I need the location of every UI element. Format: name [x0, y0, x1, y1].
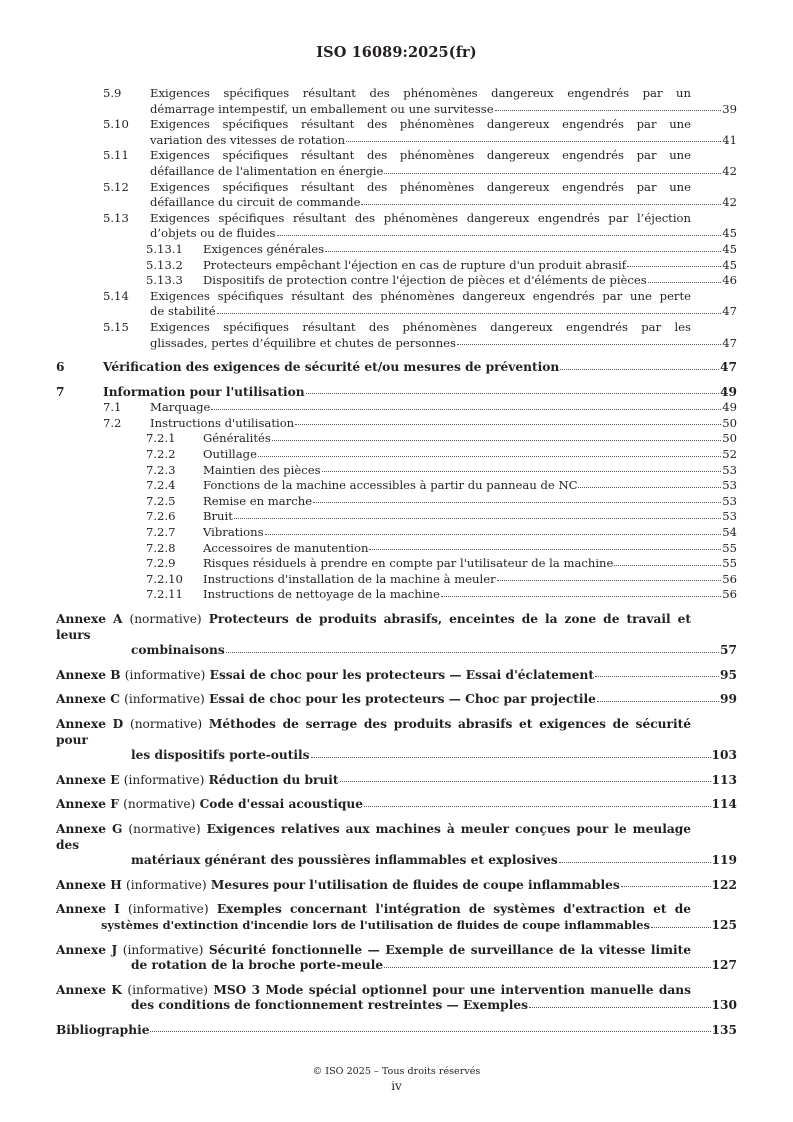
annex-kind: (informative): [127, 982, 208, 997]
toc-page: 135: [711, 1022, 737, 1037]
annex-label: Annexe F: [56, 797, 119, 812]
annex-title-line2: des conditions de fonctionnement restreintes — Exemples: [131, 998, 528, 1013]
annex-label: Annexe K: [56, 982, 122, 997]
toc-entry-5-14[interactable]: [56, 289, 737, 320]
annex-title-line1: Exemples concernant l'intégration de systèmes d'extraction et de: [216, 902, 691, 917]
dot-leader: [559, 862, 711, 863]
annex-title-line2: matériaux générant des poussières inflammables et explosives: [131, 853, 558, 868]
toc-page: 95: [720, 667, 737, 682]
toc-title-line2: variation des vitesses de rotation: [150, 132, 346, 147]
toc-page: 103: [711, 748, 737, 763]
toc-title: Information pour l'utilisation: [103, 384, 305, 399]
toc-entry-annex-j[interactable]: [56, 943, 737, 974]
annex-title-line2: systèmes d'extinction d'incendie lors de l'utilisation de fluides de coupe inflammables: [101, 917, 650, 932]
page-footer: [0, 1066, 793, 1093]
toc-page: 39: [722, 101, 737, 116]
toc-page: 52: [722, 447, 737, 462]
toc-entry-7-2-10[interactable]: [56, 572, 737, 588]
toc-title: Instructions de nettoyage de la machine: [203, 587, 440, 602]
toc-page: 113: [711, 772, 737, 787]
annex-label: Annexe G: [56, 821, 123, 836]
toc-page: 50: [722, 431, 737, 446]
annex-label: Annexe D: [56, 716, 124, 731]
toc-title-line2: de stabilité: [150, 304, 216, 319]
toc-entry-annex-c[interactable]: [56, 692, 737, 708]
annex-title: Réduction du bruit: [208, 772, 339, 787]
toc-number: 7.2.2: [146, 447, 176, 462]
toc-number: 5.13.3: [146, 273, 183, 288]
toc-entry-7-2-3[interactable]: [56, 463, 737, 479]
annex-title: Code d'essai acoustique: [199, 797, 364, 812]
toc-page: 56: [722, 587, 737, 602]
dot-leader: [495, 110, 722, 111]
annex-kind: (informative): [122, 942, 204, 957]
toc-page: 42: [722, 163, 737, 178]
toc-number: 5.13.1: [146, 241, 183, 256]
annex-title: Mesures pour l'utilisation de fluides de coupe inflammables: [210, 877, 620, 892]
annex-label: Annexe I: [56, 902, 120, 917]
toc-title: Vibrations: [203, 525, 264, 540]
toc-page: 53: [722, 478, 737, 493]
toc-entry-annex-a[interactable]: [56, 612, 737, 659]
toc-entry-7-2[interactable]: [56, 416, 737, 432]
toc-entry-annex-e[interactable]: [56, 773, 737, 789]
toc-entry-5-11[interactable]: [56, 148, 737, 179]
toc-entry-7-2-11[interactable]: [56, 587, 737, 603]
toc-page: 49: [722, 400, 737, 415]
dot-leader: [384, 967, 710, 968]
toc-title-line2: démarrage intempestif, un emballement ou une survitesse: [150, 101, 494, 116]
toc-number: 5.12: [103, 179, 129, 194]
dot-leader: [346, 141, 721, 142]
toc-entry-7-2-5[interactable]: [56, 494, 737, 510]
dot-leader: [313, 502, 721, 503]
toc-page: 45: [722, 257, 737, 272]
dot-leader: [560, 369, 719, 370]
dot-leader: [322, 471, 722, 472]
annex-title-line1: Exigences relatives aux machines à meuler conçues pour le meulage des: [56, 821, 691, 852]
toc-page: 49: [720, 384, 737, 399]
annex-label: Annexe H: [56, 877, 122, 892]
toc-title-line1: Exigences spécifiques résultant des phénomènes dangereux engendrés par un: [150, 86, 691, 100]
annex-title-line2: combinaisons: [131, 643, 225, 658]
annex-label: Annexe A: [56, 612, 123, 626]
dot-leader: [150, 1031, 710, 1032]
toc-entry-bibliography[interactable]: [56, 1023, 737, 1039]
annex-label: Annexe J: [56, 942, 118, 957]
toc-number: 7.2.10: [146, 571, 183, 586]
dot-leader: [277, 235, 722, 236]
dot-leader: [217, 313, 722, 314]
toc-number: 5.11: [103, 148, 129, 163]
toc-page: 47: [722, 335, 737, 350]
toc-title-line2: défaillance du circuit de commande: [150, 195, 361, 210]
toc-title-line1: Exigences spécifiques résultant des phénomènes dangereux engendrés par l’éjection: [150, 210, 691, 225]
toc-page: 114: [711, 797, 737, 812]
toc-page: 50: [722, 415, 737, 430]
toc-page: 54: [722, 525, 737, 540]
dot-leader: [369, 549, 721, 550]
dot-leader: [578, 487, 721, 488]
toc-title: Protecteurs empêchant l'éjection en cas de rupture d'un produit abrasif: [203, 257, 627, 272]
toc-title: Accessoires de manutention: [203, 540, 369, 555]
toc-title: Exigences générales: [203, 241, 325, 256]
dot-leader: [614, 565, 721, 566]
dot-leader: [384, 173, 721, 174]
annex-title-line1: Sécurité fonctionnelle — Exemple de surveillance de la vitesse limite: [208, 942, 691, 957]
toc-number: 7.2: [103, 415, 122, 430]
toc-entry-annex-h[interactable]: [56, 878, 737, 894]
dot-leader: [340, 781, 711, 782]
toc-number: 7: [56, 384, 65, 399]
toc-number: 7.2.1: [146, 431, 176, 446]
dot-leader: [651, 927, 711, 928]
toc-number: 7.2.5: [146, 493, 176, 508]
toc-title-line2: d’objets ou de fluides: [150, 226, 276, 241]
annex-kind: (informative): [124, 692, 205, 707]
toc-title: Maintien des pièces: [203, 462, 321, 477]
toc-title-line2: défaillance de l'alimentation en énergie: [150, 163, 384, 178]
toc-entry-annex-b[interactable]: [56, 668, 737, 684]
dot-leader: [361, 204, 721, 205]
annex-title-line1: MSO 3 Mode spécial optionnel pour une intervention manuelle dans: [213, 982, 692, 997]
toc-entry-7-1[interactable]: [56, 400, 737, 416]
toc-entry-annex-i[interactable]: [56, 902, 737, 933]
toc-title: Vérification des exigences de sécurité et/ou mesures de prévention: [103, 360, 560, 375]
dot-leader: [265, 534, 722, 535]
toc-title-line1: Exigences spécifiques résultant des phénomènes dangereux engendrés par une: [150, 117, 691, 132]
dot-leader: [497, 580, 722, 581]
dot-leader: [595, 676, 719, 677]
annex-kind: (normative): [123, 797, 196, 812]
toc-number: 5.14: [103, 288, 129, 303]
dot-leader: [325, 251, 721, 252]
toc-number: 7.2.11: [146, 587, 183, 602]
toc-number: 7.2.9: [146, 556, 176, 571]
toc-entry-7-2-8[interactable]: [56, 541, 737, 557]
page-number: iv: [391, 1079, 402, 1093]
annex-kind: (informative): [124, 667, 206, 682]
toc-title: Remise en marche: [203, 493, 313, 508]
toc-entry-7-2-7[interactable]: [56, 525, 737, 541]
toc-number: 7.2.3: [146, 462, 176, 477]
toc-page: 41: [722, 132, 737, 147]
toc-title: Instructions d'installation de la machine à meuler: [203, 571, 496, 586]
toc-page: 46: [722, 273, 737, 288]
toc-title: Outillage: [203, 447, 257, 462]
toc-title-line1: Exigences spécifiques résultant des phénomènes dangereux engendrés par une perte: [150, 288, 691, 303]
document-header: ISO 16089:2025(fr): [316, 44, 477, 61]
toc-entry-5-13-2[interactable]: [56, 258, 737, 274]
toc-title: Risques résiduels à prendre en compte par l'utilisateur de la machine: [203, 556, 614, 571]
toc-page: 56: [722, 571, 737, 586]
toc-page: 119: [711, 853, 737, 868]
toc-entry-7-2-1[interactable]: [56, 431, 737, 447]
copyright-notice: © ISO 2025 – Tous droits réservés: [312, 1066, 481, 1077]
toc-title: Généralités: [203, 431, 271, 446]
annex-kind: (normative): [129, 612, 202, 626]
toc-title-line2: glissades, pertes d’équilibre et chutes de personnes: [150, 335, 456, 350]
toc-entry-7-2-2[interactable]: [56, 447, 737, 463]
annex-kind: (normative): [129, 716, 203, 731]
toc-entry-5-9[interactable]: [56, 86, 737, 117]
toc-number: 5.15: [103, 319, 129, 334]
dot-leader: [211, 409, 721, 410]
dot-leader: [226, 652, 719, 653]
toc-page: 53: [722, 493, 737, 508]
toc-title-line1: Exigences spécifiques résultant des phénomènes dangereux engendrés par les: [150, 319, 691, 334]
dot-leader: [529, 1007, 711, 1008]
toc-entry-7-2-4[interactable]: [56, 478, 737, 494]
annex-title-line2: les dispositifs porte-outils: [131, 748, 310, 763]
dot-leader: [621, 886, 711, 887]
toc-number: 5.13: [103, 210, 129, 225]
toc-entry-5-13[interactable]: [56, 211, 737, 242]
toc-number: 5.10: [103, 117, 129, 132]
toc-number: 7.2.8: [146, 540, 176, 555]
toc-page: 53: [722, 509, 737, 524]
dot-leader: [272, 440, 721, 441]
toc-number: 5.9: [103, 86, 122, 100]
toc-entry-7-2-6[interactable]: [56, 509, 737, 525]
toc-page: 127: [711, 958, 737, 973]
annex-label: Annexe E: [56, 772, 120, 787]
toc-page: 47: [720, 360, 737, 375]
toc-page: 122: [711, 877, 737, 892]
toc-page: 99: [720, 692, 737, 707]
dot-leader: [441, 596, 721, 597]
dot-leader: [457, 344, 721, 345]
toc-title-line1: Exigences spécifiques résultant des phénomènes dangereux engendrés par une: [150, 179, 691, 194]
annex-title: Essai de choc pour les protecteurs — Essai d'éclatement: [209, 667, 595, 682]
toc-title: Dispositifs de protection contre l'éjection de pièces et d'éléments de pièces: [203, 273, 647, 288]
dot-leader: [234, 518, 721, 519]
toc-title: Marquage: [150, 400, 211, 415]
toc-page: 55: [722, 540, 737, 555]
annex-kind: (normative): [128, 821, 201, 836]
toc-entry-annex-f[interactable]: [56, 797, 737, 813]
annex-label: Annexe B: [56, 667, 121, 682]
toc-title: Instructions d'utilisation: [150, 415, 295, 430]
toc-number: 6: [56, 360, 65, 375]
toc-entry-5-15[interactable]: [56, 320, 737, 351]
annex-title-line1: Méthodes de serrage des produits abrasifs et exigences de sécurité pour: [56, 716, 691, 747]
toc-number: 7.2.4: [146, 478, 176, 493]
annex-kind: (informative): [127, 902, 209, 917]
toc-entry-annex-k[interactable]: [56, 983, 737, 1014]
dot-leader: [306, 393, 719, 394]
toc-title: Fonctions de la machine accessibles à partir du panneau de NC: [203, 478, 578, 493]
dot-leader: [258, 456, 721, 457]
toc-page: 57: [720, 643, 737, 658]
toc-entry-7[interactable]: [56, 385, 737, 401]
toc-page: 55: [722, 556, 737, 571]
toc-page: 130: [711, 998, 737, 1013]
toc-number: 7.2.7: [146, 525, 176, 540]
toc-entry-annex-d[interactable]: [56, 717, 737, 764]
toc-entry-annex-g[interactable]: [56, 822, 737, 869]
annex-title: Essai de choc pour les protecteurs — Choc par projectile: [209, 692, 596, 707]
annex-title-line2: de rotation de la broche porte-meule: [131, 958, 384, 973]
toc-entry-7-2-9[interactable]: [56, 556, 737, 572]
annex-title-line1: Protecteurs de produits abrasifs, enceintes de la zone de travail et leurs: [56, 612, 692, 642]
toc-page: 45: [722, 226, 737, 241]
dot-leader: [648, 282, 722, 283]
bibliography-title: Bibliographie: [56, 1022, 150, 1037]
toc-entry-5-13-1[interactable]: [56, 242, 737, 258]
toc-page: 42: [722, 195, 737, 210]
toc-page: 125: [711, 917, 737, 932]
dot-leader: [364, 806, 711, 807]
annex-label: Annexe C: [56, 692, 120, 707]
annex-kind: (informative): [125, 877, 207, 892]
toc-number: 5.13.2: [146, 257, 183, 272]
toc-number: 7.2.6: [146, 509, 176, 524]
annex-kind: (informative): [123, 772, 205, 787]
toc-number: 7.1: [103, 400, 122, 415]
dot-leader: [627, 266, 721, 267]
toc-title-line1: Exigences spécifiques résultant des phénomènes dangereux engendrés par une: [150, 148, 691, 163]
toc-entry-5-13-3[interactable]: [56, 273, 737, 289]
toc-title: Bruit: [203, 509, 233, 524]
dot-leader: [311, 757, 711, 758]
toc-page: 45: [722, 241, 737, 256]
toc-entry-5-10[interactable]: [56, 117, 737, 148]
table-of-contents: [56, 86, 737, 1038]
toc-page: 47: [722, 304, 737, 319]
toc-page: 53: [722, 462, 737, 477]
dot-leader: [295, 424, 721, 425]
toc-entry-6[interactable]: [56, 360, 737, 376]
dot-leader: [597, 701, 719, 702]
toc-entry-5-12[interactable]: [56, 180, 737, 211]
